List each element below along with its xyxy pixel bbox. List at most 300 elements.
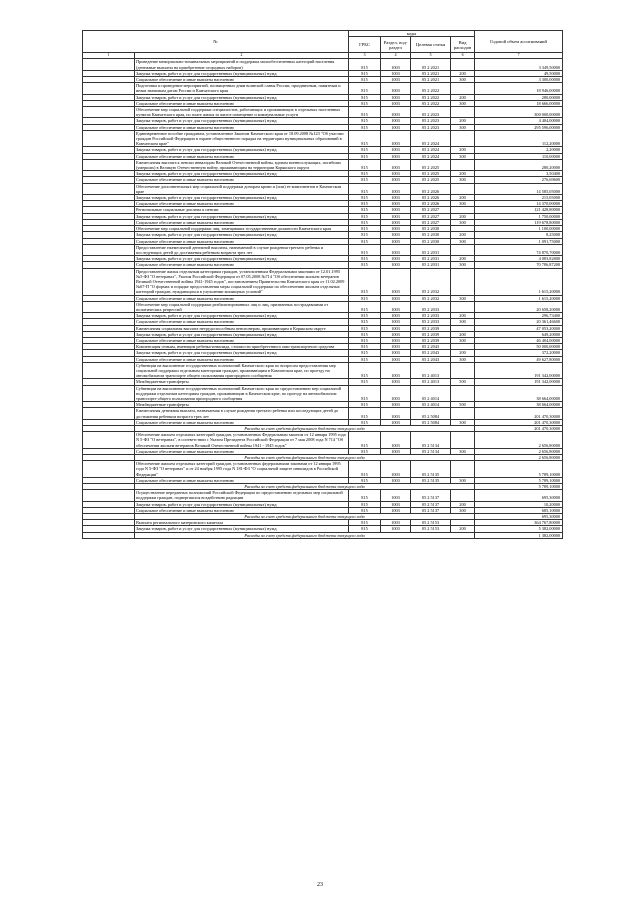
row-target-article: 05 2 2025 [411,159,451,170]
row-target-article: 05 2 2030 [411,238,451,244]
funding-note-text: Расходы за счет средств федерального бюджета текущего года [135,455,475,461]
row-section: 1003 [381,448,411,454]
row-description: Ежемесячная социальная выплата нетрудоспособным пенсионерам, проживающим в Корякском округе [135,325,349,331]
row-section: 1003 [381,77,411,83]
row-description: Закупка товаров, работ и услуг для государственных (муниципальных) нужд [135,213,349,219]
row-target-article: 05 2 2043 [411,350,451,356]
row-description: Обеспечение мер социальной поддержки реабилитированных лиц и лиц, признанных пострадавшими от политических репрессий [135,301,349,312]
row-grbs: 815 [349,408,381,419]
row-description: Социальное обеспечение и иные выплаты населению [135,337,349,343]
funding-note-amount: 201 470,30000 [475,426,563,432]
row-description: Межбюджетные трансферты [135,379,349,385]
table-body [83,59,563,538]
row-grbs: 815 [349,94,381,100]
table-row [83,362,563,379]
row-section: 1003 [381,362,411,379]
row-grbs: 815 [349,448,381,454]
row-amount: 1 615,20000 [475,295,563,301]
row-section: 1003 [381,226,411,232]
row-amount: 1 615,20000 [475,268,563,295]
row-description: Закупка товаров, работ и услуг для государственных (муниципальных) нужд [135,256,349,262]
funding-note-amount: 695,30000 [475,514,563,520]
row-expense-kind: 300 [451,219,475,225]
row-grbs: 815 [349,226,381,232]
row-section: 1003 [381,356,411,362]
row-grbs: 815 [349,419,381,425]
row-grbs: 815 [349,238,381,244]
row-amount: 215,05000 [475,195,563,201]
row-section: 1003 [381,171,411,177]
row-number-cell [83,268,135,295]
row-grbs: 815 [349,526,381,532]
row-section: 1003 [381,83,411,94]
row-section: 1003 [381,344,411,350]
row-section: 1003 [381,70,411,76]
row-target-article: 05 2 2022 [411,83,451,94]
row-description: Предоставление ежемесячной денежной выплаты, назначаемой в случае рождения третьего ребенка и последующих детей до достижения ребенком возраста трех лет [135,244,349,255]
row-expense-kind [451,385,475,402]
funding-note-amount: 5 789,10000 [475,484,563,490]
row-amount: 5 789,10000 [475,477,563,483]
row-grbs: 815 [349,201,381,207]
row-expense-kind [451,362,475,379]
row-amount: 14 370,00000 [475,201,563,207]
row-grbs: 815 [349,379,381,385]
row-description: Социальное обеспечение и иные выплаты населению [135,477,349,483]
column-number: 5 [411,53,451,59]
row-grbs: 815 [349,195,381,201]
funding-note-text: Расходы за счет средств федерального бюджета текущего года [135,484,475,490]
row-expense-kind: 500 [451,402,475,408]
row-section: 1003 [381,319,411,325]
row-description: Обеспечение мер социальной поддержки специалистов, работающих и проживающих в отдельных населенных пунктах Камчатского края, по плате жилья за жилое помещение и коммунальные услуги [135,107,349,118]
row-section: 1003 [381,94,411,100]
row-expense-kind: 500 [451,379,475,385]
row-grbs: 815 [349,244,381,255]
row-grbs: 815 [349,356,381,362]
funding-note-text: Расходы за счет средств федерального бюджета текущего года [135,426,475,432]
row-section: 1003 [381,301,411,312]
row-description: Социальное обеспечение и иные выплаты населению [135,153,349,159]
row-amount: 649,20000 [475,331,563,337]
column-number: 1 [83,53,135,59]
row-expense-kind [451,183,475,194]
row-target-article: 05 2 5137 [411,490,451,501]
row-description: Выплата регионального материнского капитала [135,520,349,526]
row-description: Закупка товаров, работ и услуг для государственных (муниципальных) нужд [135,331,349,337]
row-amount: 1 091,75000 [475,238,563,244]
row-section: 1003 [381,385,411,402]
row-expense-kind [451,301,475,312]
row-description: Социальное обеспечение и иные выплаты населению [135,219,349,225]
row-amount: 2,20000 [475,147,563,153]
row-amount: 18 666,00000 [475,100,563,106]
page-number: 23 [317,882,323,888]
row-grbs: 815 [349,219,381,225]
row-section: 1003 [381,59,411,70]
header-target: Целевая статья [411,37,451,53]
row-description: Обеспечение дополнительных мер социальной поддержки донорам крови и (или) ее компонентов в Камчатском крае [135,183,349,194]
row-grbs: 815 [349,100,381,106]
row-expense-kind: 200 [451,195,475,201]
row-description: Закупка товаров, работ и услуг для государственных (муниципальных) нужд [135,313,349,319]
row-amount: 280,00000 [475,94,563,100]
row-expense-kind [451,490,475,501]
row-target-article: 05 2 2024 [411,130,451,147]
row-target-article: 05 2 2027 [411,219,451,225]
row-grbs: 815 [349,319,381,325]
row-grbs: 815 [349,507,381,513]
row-section: 1003 [381,419,411,425]
row-amount: 46 404,00000 [475,337,563,343]
row-amount: 201 470,30000 [475,408,563,419]
row-grbs: 815 [349,177,381,183]
row-description: Социальное обеспечение и иные выплаты населению [135,100,349,106]
row-description: Закупка товаров, работ и услуг для государственных (муниципальных) нужд [135,70,349,76]
row-target-article: 05 2 5137 [411,501,451,507]
row-expense-kind [451,83,475,94]
row-description: Социальное обеспечение и иные выплаты населению [135,262,349,268]
row-target-article: 05 2 2031 [411,256,451,262]
column-number: 7 [475,53,563,59]
row-target-article: 05 2 2043 [411,356,451,362]
row-number-cell [83,244,135,255]
row-expense-kind: 200 [451,232,475,238]
row-amount: 70 786,87200 [475,262,563,268]
row-amount: 201 470,30000 [475,419,563,425]
funding-note-amount: 2 656,80000 [475,455,563,461]
row-description: Социальное обеспечение и иные выплаты населению [135,238,349,244]
row-expense-kind: 200 [451,350,475,356]
row-grbs: 815 [349,331,381,337]
row-target-article: 05 2 2039 [411,331,451,337]
row-section: 1003 [381,201,411,207]
row-expense-kind: 300 [451,295,475,301]
row-description: Социальное обеспечение и иные выплаты населению [135,319,349,325]
row-description: Ежемесячная денежная выплата, назначаемая в случае рождения третьего ребенка или последующих детей до достижения ребенком возраста трех лет [135,408,349,419]
row-expense-kind [451,244,475,255]
row-target-article: 05 2 2033 [411,319,451,325]
row-amount: 20 658,20000 [475,301,563,312]
row-target-article: 05 2 2030 [411,232,451,238]
row-amount: 110,00000 [475,153,563,159]
row-amount: 364 767,80000 [475,520,563,526]
row-section: 1003 [381,213,411,219]
row-grbs: 815 [349,147,381,153]
row-amount: 2 656,80000 [475,448,563,454]
table-header [83,31,563,59]
row-expense-kind [451,107,475,118]
row-section: 1003 [381,461,411,478]
row-target-article: 05 2 2031 [411,244,451,255]
row-target-article: 05 2 2033 [411,313,451,319]
row-expense-kind: 300 [451,153,475,159]
row-target-article: 05 2 2027 [411,213,451,219]
row-description: Проведение мемориально-поминальных мероприятий и поддержка малообеспеченных категорий населения (денежные выплаты на приобретение огородных наборов) [135,59,349,70]
row-target-article: 05 2 2032 [411,295,451,301]
row-description: Социальное обеспечение и иные выплаты населению [135,448,349,454]
row-description: Осуществление переданных полномочий Российской Федерации по предоставлению отдельных мер социальной поддержки граждан, подвергшихся воздействию радиации [135,490,349,501]
row-expense-kind: 200 [451,94,475,100]
row-description: Социальное обеспечение и иные выплаты населению [135,295,349,301]
table-row [83,301,563,312]
row-expense-kind: 300 [451,477,475,483]
row-section: 1003 [381,118,411,124]
row-amount: 47 053,20000 [475,325,563,331]
row-target-article: 05 2 2043 [411,344,451,350]
row-target-article: 05 2 4013 [411,362,451,379]
row-description: Субвенции на выполнение государственных полномочий Камчатского края по вопросам предоставления мер социальной поддержки отдельным категориям граждан, проживающим в Камчатском крае, по проезду на автомобильном транспорте общего пользования пригородного сообщения [135,362,349,379]
row-section: 1003 [381,507,411,513]
row-section: 1003 [381,408,411,419]
row-section: 1003 [381,337,411,343]
row-number-cell [83,490,135,501]
row-expense-kind [451,408,475,419]
row-grbs: 815 [349,402,381,408]
row-amount: 685,10000 [475,507,563,513]
funding-note-amount: 1 382,00000 [475,532,563,538]
row-target-article: 05 2 5153 [411,520,451,526]
row-description: Обеспечение жильем отдельных категорий граждан, установленных Федеральным законом от 12 января 1995 года N 5-ФЗ "О ветеранах", в соответствии с Указом Президента Российской Федерации от 7 мая 2008 года N 714 "Об обеспечении жильем ветеранов Великой Отечественной войны 1941 - 1945 годов" [135,432,349,449]
row-target-article: 05 2 2025 [411,177,451,183]
row-grbs: 815 [349,59,381,70]
row-grbs: 815 [349,83,381,94]
row-expense-kind [451,130,475,147]
row-expense-kind: 200 [451,147,475,153]
row-target-article: 05 2 4014 [411,402,451,408]
row-grbs: 815 [349,207,381,213]
row-expense-kind [451,159,475,170]
row-expense-kind: 200 [451,118,475,124]
row-amount: 276,69600 [475,177,563,183]
row-number-cell [83,301,135,312]
row-section: 1003 [381,268,411,295]
row-expense-kind: 200 [451,70,475,76]
row-grbs: 815 [349,232,381,238]
row-amount: 8,25000 [475,232,563,238]
row-section: 1003 [381,183,411,194]
row-expense-kind: 300 [451,507,475,513]
row-amount: 38 664,00000 [475,402,563,408]
row-number-cell [83,130,135,147]
row-amount: 3 349,50000 [475,59,563,70]
row-expense-kind: 300 [451,319,475,325]
row-amount: 49,50000 [475,70,563,76]
row-expense-kind: 300 [451,177,475,183]
row-target-article: 05 2 5135 [411,477,451,483]
row-amount: 119 678,80000 [475,219,563,225]
row-grbs: 815 [349,501,381,507]
table-row [83,385,563,402]
row-grbs: 815 [349,295,381,301]
row-target-article: 05 2 4013 [411,379,451,385]
row-grbs: 815 [349,432,381,449]
row-amount: 295 596,00000 [475,124,563,130]
row-section: 1003 [381,331,411,337]
row-number-cell [83,461,135,478]
row-grbs: 815 [349,171,381,177]
row-expense-kind [451,59,475,70]
row-description: Региональные социальные доплаты к пенсии [135,207,349,213]
row-grbs: 815 [349,350,381,356]
row-amount: 5 789,10000 [475,461,563,478]
row-target-article: 05 2 5134 [411,448,451,454]
row-target-article: 05 2 2024 [411,147,451,153]
row-amount: 3,50400 [475,171,563,177]
header-section: Раздел, под-раздел [381,37,411,53]
row-target-article: 05 2 5084 [411,419,451,425]
header-codes: коды [349,31,475,37]
row-grbs: 815 [349,337,381,343]
row-section: 1003 [381,159,411,170]
column-number: 2 [135,53,349,59]
row-description: Социальное обеспечение и иные выплаты населению [135,124,349,130]
row-grbs: 815 [349,107,381,118]
table-row [83,461,563,478]
table-row [83,130,563,147]
row-description: Обеспечение мер социальной поддержки лиц, замещавших государственные должности Камчатского края [135,226,349,232]
row-expense-kind: 300 [451,77,475,83]
row-grbs: 815 [349,130,381,147]
row-description: Закупка товаров, работ и услуг для государственных (муниципальных) нужд [135,501,349,507]
row-target-article: 05 2 2024 [411,153,451,159]
row-expense-kind: 300 [451,238,475,244]
row-number-cell [83,385,135,402]
row-grbs: 815 [349,461,381,478]
funding-note-text: Расходы за счет средств федерального бюджета текущего года [135,514,475,520]
row-amount: 191 342,00000 [475,362,563,379]
row-section: 1003 [381,520,411,526]
row-number-cell [83,159,135,170]
row-description: Закупка товаров, работ и услуг для государственных (муниципальных) нужд [135,526,349,532]
row-amount: 5 382,00000 [475,526,563,532]
header-kind: Вид расходов [451,37,475,53]
table-row [83,432,563,449]
row-description: Обеспечение жильем отдельных категорий граждан, установленных федеральными законами от 12 января 1995 года N 5-ФЗ "О ветеранах" и от 24 ноября 1995 года N 181-ФЗ "О социальной защите инвалидов в Российской Федерации" [135,461,349,478]
row-grbs: 815 [349,301,381,312]
table-row [83,83,563,94]
row-grbs: 815 [349,213,381,219]
row-amount: 4 083,82800 [475,256,563,262]
row-description: Закупка товаров, работ и услуг для государственных (муниципальных) нужд [135,171,349,177]
row-expense-kind: 300 [451,419,475,425]
row-section: 1003 [381,432,411,449]
row-expense-kind: 300 [451,448,475,454]
row-target-article: 05 2 2023 [411,107,451,118]
row-description: Социальное обеспечение и иные выплаты населению [135,177,349,183]
table-row [83,107,563,118]
row-section: 1003 [381,526,411,532]
table-row [83,244,563,255]
row-number-cell [83,183,135,194]
row-expense-kind [451,268,475,295]
row-expense-kind: 300 [451,337,475,343]
row-expense-kind: 200 [451,501,475,507]
row-expense-kind: 200 [451,171,475,177]
row-expense-kind [451,461,475,478]
row-expense-kind: 200 [451,213,475,219]
row-section: 1003 [381,490,411,501]
row-amount: 2 656,80000 [475,432,563,449]
row-target-article: 05 2 2021 [411,59,451,70]
row-number-cell [83,107,135,118]
row-description: Подготовка и проведение мероприятий, посвященных дням воинской славы России, праздничным, памятным и иным значимым датам России и Камчатского края [135,83,349,94]
row-section: 1003 [381,147,411,153]
row-section: 1003 [381,130,411,147]
row-amount: 121 428,80000 [475,207,563,213]
row-amount: 74 870,70000 [475,244,563,255]
row-description: Единовременное пособие гражданам, установленное Законом Камчатского края от 18.09.2008 №123 "Об участии граждан Российской Федерации в охране общественного порядка на территории муниципальных образований в Камчатском крае" [135,130,349,147]
row-expense-kind: 200 [451,256,475,262]
row-description: Закупка товаров, работ и услуг для государственных (муниципальных) нужд [135,147,349,153]
row-expense-kind: 300 [451,262,475,268]
row-section: 1003 [381,100,411,106]
row-expense-kind: 200 [451,331,475,337]
row-number-cell [83,83,135,94]
row-target-article: 05 2 2021 [411,70,451,76]
row-description: Социальное обеспечение и иные выплаты населению [135,201,349,207]
row-section: 1003 [381,379,411,385]
row-section: 1003 [381,256,411,262]
row-amount: 372,20000 [475,350,563,356]
row-grbs: 815 [349,77,381,83]
row-description: Закупка товаров, работ и услуг для государственных (муниципальных) нужд [135,195,349,201]
row-grbs: 815 [349,153,381,159]
row-grbs: 815 [349,262,381,268]
row-expense-kind [451,432,475,449]
row-section: 1003 [381,325,411,331]
row-amount: 38 664,00000 [475,385,563,402]
row-grbs: 815 [349,256,381,262]
row-section: 1003 [381,295,411,301]
row-expense-kind: 200 [451,526,475,532]
table-row [83,59,563,70]
row-target-article: 05 2 5137 [411,507,451,513]
row-target-article: 05 2 2039 [411,325,451,331]
row-section: 1003 [381,313,411,319]
row-grbs: 815 [349,344,381,350]
row-amount: 191 342,00000 [475,379,563,385]
row-description: Закупка товаров, работ и услуг для государственных (муниципальных) нужд [135,350,349,356]
row-description: Социальное обеспечение и иные выплаты населению [135,77,349,83]
row-section: 1003 [381,477,411,483]
budget-table [82,30,563,539]
column-number: 3 [349,53,381,59]
header-grbs: ГРБС [349,37,381,53]
row-amount: 49 627,80000 [475,356,563,362]
row-target-article: 05 2 2022 [411,94,451,100]
row-target-article: 05 2 5153 [411,526,451,532]
row-description: Закупка товаров, работ и услуг для государственных (муниципальных) нужд [135,118,349,124]
row-target-article: 05 2 2026 [411,183,451,194]
row-amount: 1 750,00000 [475,213,563,219]
row-section: 1003 [381,232,411,238]
row-description: Субвенции на выполнение государственных полномочий Камчатского края по предоставлению мер социальной поддержки отдельным категориям граждан, проживающим в Камчатском крае, по проезду на автомобильном транспорте общего пользования пригородного сообщения [135,385,349,402]
row-amount: 112,20000 [475,130,563,147]
row-grbs: 815 [349,159,381,170]
column-number: 4 [381,53,411,59]
row-section: 1003 [381,350,411,356]
row-section: 1003 [381,219,411,225]
row-target-article: 05 2 5135 [411,461,451,478]
row-amount: 14 585,05000 [475,183,563,194]
row-section: 1003 [381,195,411,201]
row-amount: 3 300,00000 [475,77,563,83]
row-section: 1003 [381,124,411,130]
row-section: 1003 [381,153,411,159]
row-grbs: 815 [349,313,381,319]
row-grbs: 815 [349,70,381,76]
